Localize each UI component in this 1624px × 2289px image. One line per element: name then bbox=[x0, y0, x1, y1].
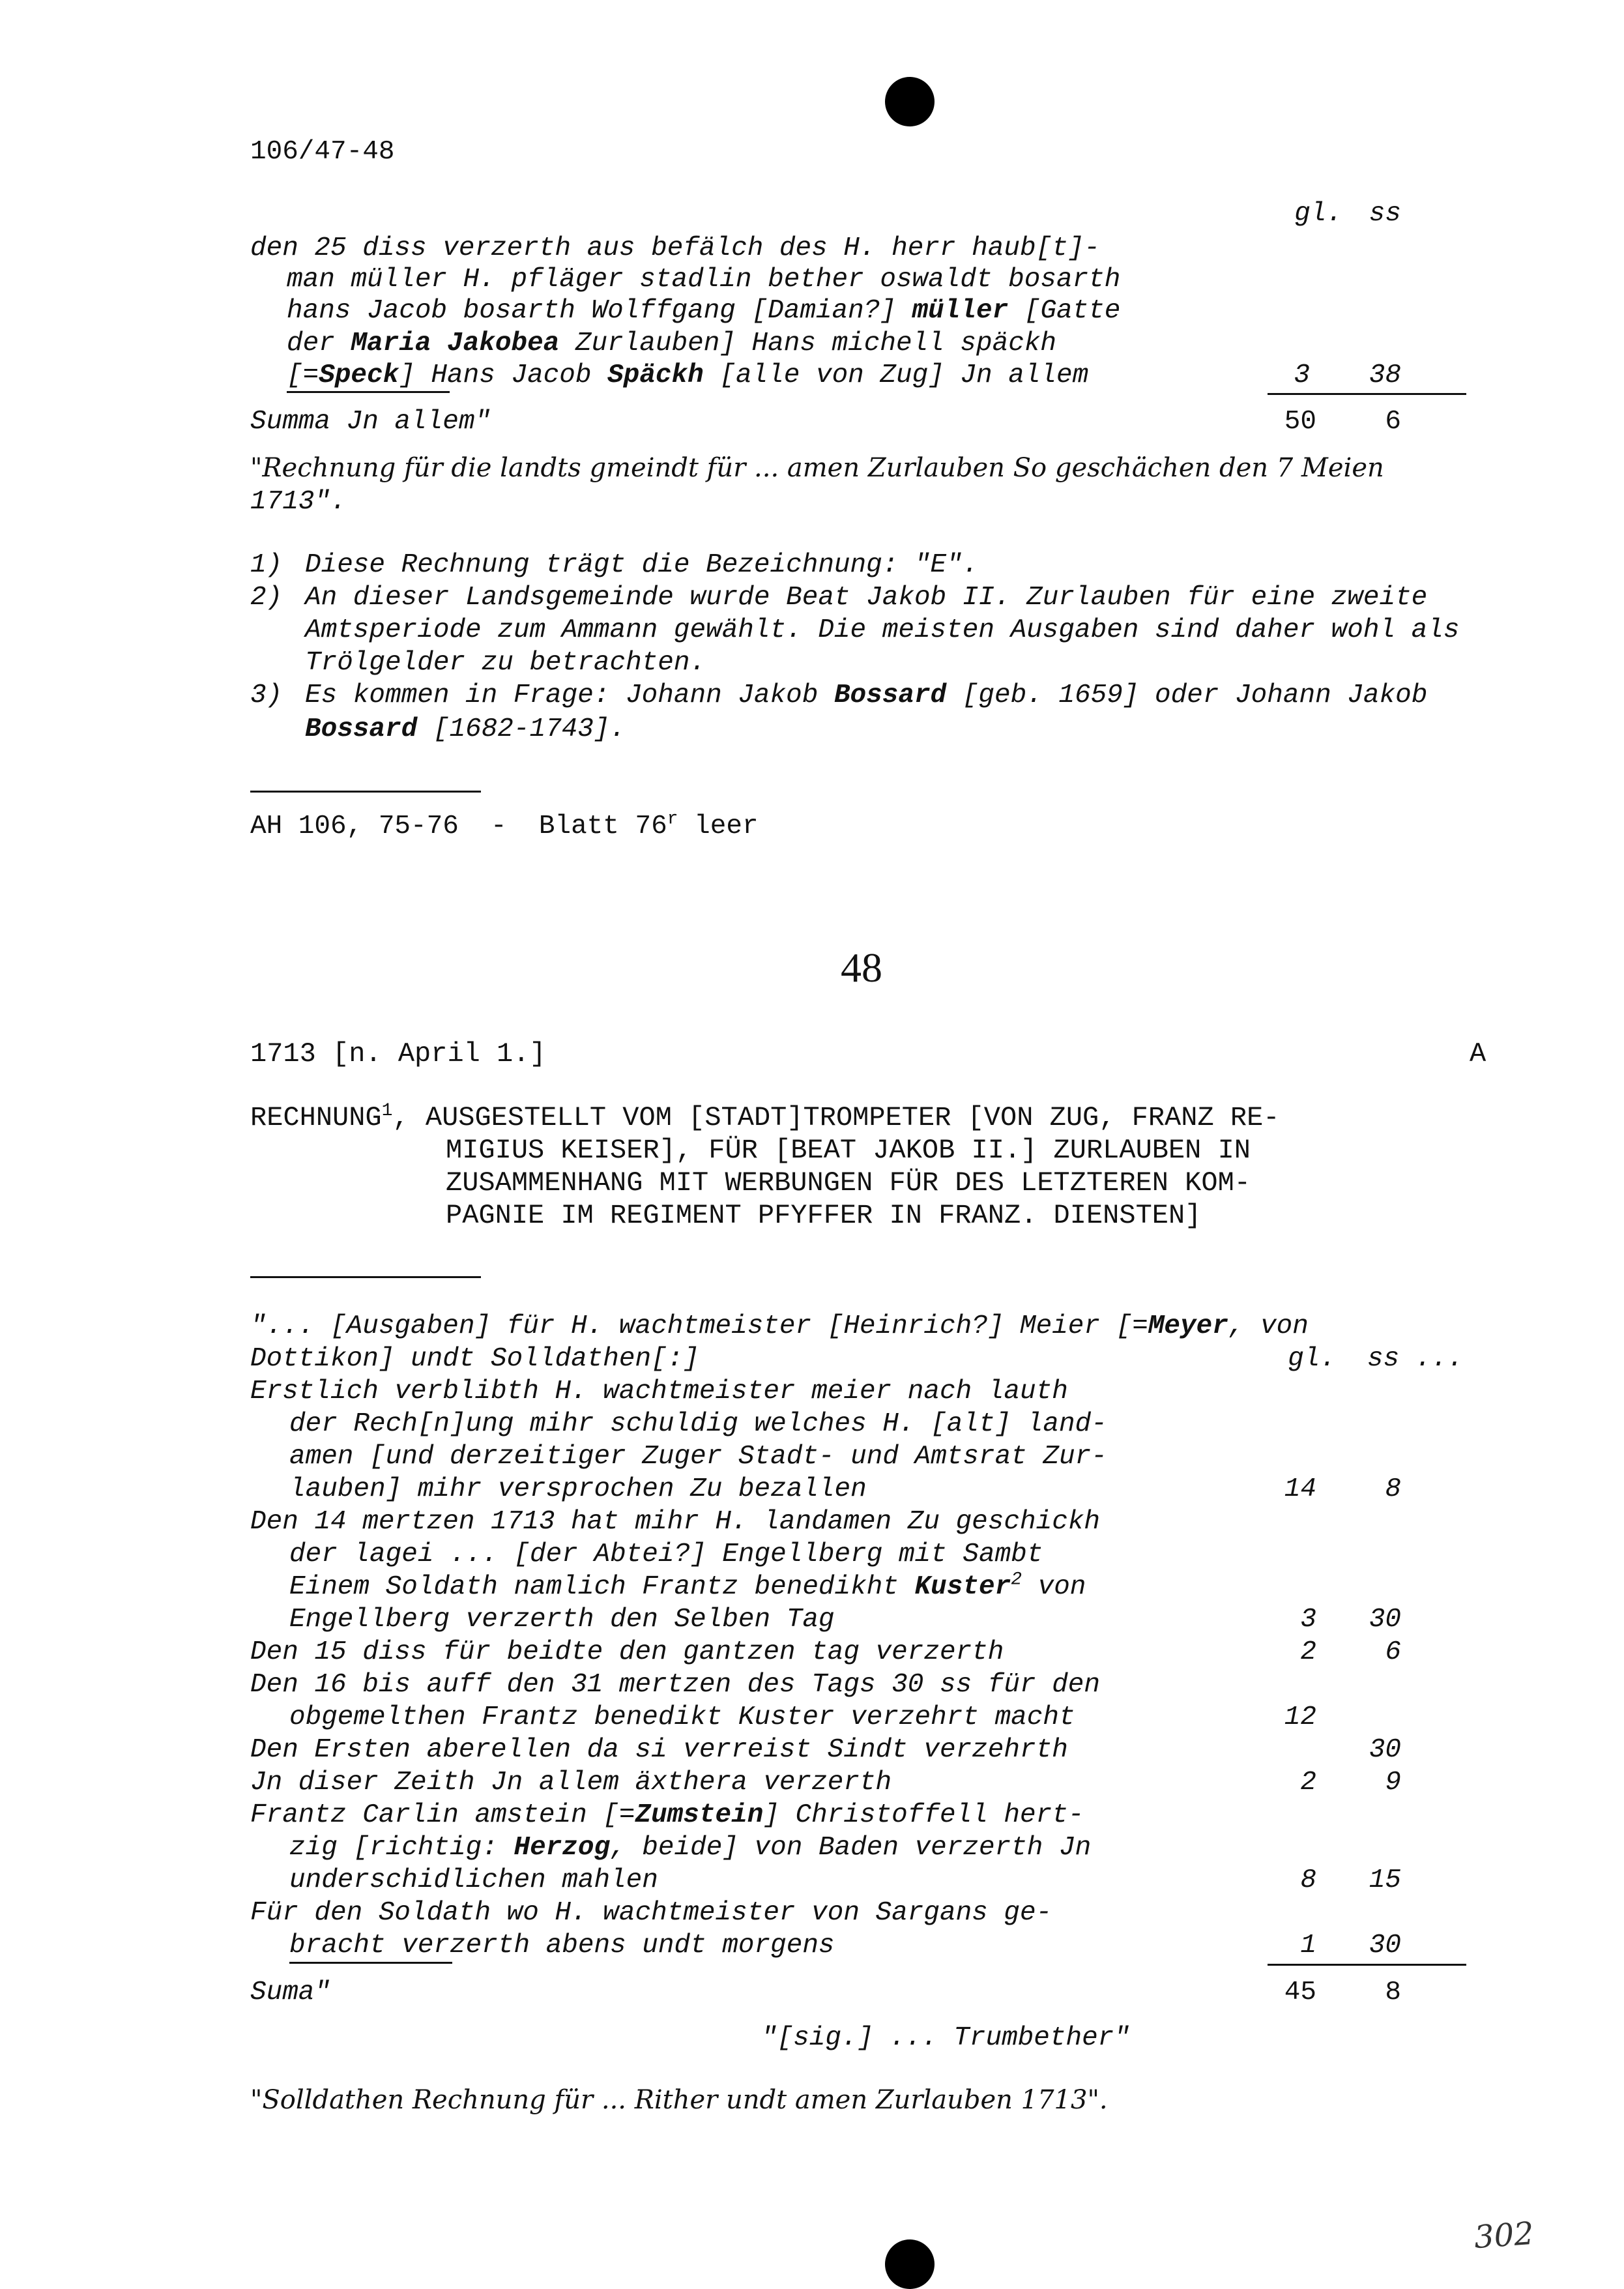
footnote-text: An dieser Landsgemeinde wurde Beat Jakob II. Zurlauben für eine zweite bbox=[305, 583, 1428, 613]
amount-ss: 30 bbox=[1369, 1931, 1401, 1961]
footnote-text: Trölgelder zu betrachten. bbox=[305, 648, 706, 678]
dorsal-note: "Solldathen Rechnung für ... Rither undt amen Zurlauben 1713". bbox=[250, 2085, 1108, 2115]
ledger-line: underschidlichen mahlen bbox=[289, 1865, 658, 1895]
amount-gl: 14 bbox=[1284, 1474, 1316, 1504]
sum-gl: 45 bbox=[1284, 1977, 1316, 2007]
punch-hole-bottom bbox=[885, 2239, 935, 2289]
amount-gl: 12 bbox=[1284, 1702, 1316, 1732]
amount-ss: 30 bbox=[1369, 1735, 1401, 1765]
sum-rule bbox=[1268, 1964, 1466, 1966]
sum-ss: 8 bbox=[1385, 1977, 1401, 2007]
dorsal-note-year: 1713". bbox=[250, 487, 347, 517]
ledger-line: Einem Soldath namlich Frantz benedikht Kuster$^2$ von bbox=[289, 1569, 1086, 1602]
ledger-line: Jn diser Zeith Jn allem äxthera verzerth bbox=[250, 1768, 892, 1798]
entry-line: [=Speck] Hans Jacob Späckh [alle von Zug] Jn allem bbox=[287, 360, 1089, 390]
ledger-line: Den 14 mertzen 1713 hat mihr H. landamen Zu geschickh bbox=[250, 1507, 1101, 1537]
ledger-line: bracht verzerth abens undt morgens bbox=[289, 1931, 835, 1961]
ledger-line: Für den Soldath wo H. wachtmeister von Sargans ge- bbox=[250, 1898, 1052, 1928]
entry-line: hans Jacob bosarth Wolffgang [Damian?] müller [Gatte bbox=[287, 296, 1121, 326]
entry-line: der Maria Jakobea Zurlauben] Hans michell späckh bbox=[287, 328, 1057, 358]
intro-line: "... [Ausgaben] für H. wachtmeister [Heinrich?] Meier [=Meyer, von bbox=[250, 1311, 1309, 1341]
heading-line: PAGNIE IM REGIMENT PFYFFER IN FRANZ. DIENSTEN] bbox=[446, 1200, 1202, 1231]
sum-gl: 50 bbox=[1284, 407, 1316, 437]
ledger-line: obgemelthen Frantz benedikt Kuster verzehrt macht bbox=[289, 1702, 1075, 1732]
ledger-line: Den 15 diss für beidte den gantzen tag verzerth bbox=[250, 1637, 1004, 1667]
amount-gl: 1 bbox=[1300, 1931, 1316, 1961]
amount-ss: 15 bbox=[1369, 1865, 1401, 1895]
footnote-text: Es kommen in Frage: Johann Jakob Bossard [geb. 1659] oder Johann Jakob bbox=[305, 680, 1428, 710]
handwritten-page-number: 302 bbox=[1473, 2215, 1535, 2256]
heading-line: RECHNUNG$^1$, AUSGESTELLT VOM [STADT]TROMPETER [VON ZUG, FRANZ RE- bbox=[250, 1101, 1280, 1133]
footnote-number: 2) bbox=[250, 583, 283, 613]
document-date: 1713 [n. April 1.] bbox=[250, 1038, 546, 1070]
entry-line: man müller H. pfläger stadlin bether oswaldt bosarth bbox=[287, 265, 1121, 295]
separator-rule bbox=[250, 1276, 481, 1278]
footnote-text: Bossard [1682-1743]. bbox=[305, 714, 626, 744]
ledger-line: zig [richtig: Herzog, beide] von Baden verzerth Jn bbox=[289, 1833, 1092, 1863]
footnote-text: Amtsperiode zum Ammann gewählt. Die meisten Ausgaben sind daher wohl als bbox=[305, 615, 1460, 645]
ledger-line: der Rech[n]ung mihr schuldig welches H. [alt] land- bbox=[289, 1409, 1107, 1439]
ledger-line: Den 16 bis auff den 31 mertzen des Tags 30 ss für den bbox=[250, 1670, 1101, 1700]
sum-label: Suma" bbox=[250, 1977, 331, 2007]
ledger-line: Den Ersten aberellen da si verreist Sindt verzehrth bbox=[250, 1735, 1068, 1765]
col-header-gl: gl. bbox=[1294, 199, 1342, 229]
amount-ss: 6 bbox=[1385, 1637, 1401, 1667]
ledger-line: Engellberg verzerth den Selben Tag bbox=[289, 1605, 835, 1635]
heading-line: ZUSAMMENHANG MIT WERBUNGEN FÜR DES LETZTEREN KOM- bbox=[446, 1167, 1251, 1199]
document-id: 106/47-48 bbox=[250, 137, 395, 167]
heading-line: MIGIUS KEISER], FÜR [BEAT JAKOB II.] ZURLAUBEN IN bbox=[446, 1135, 1251, 1166]
footnote-number: 1) bbox=[250, 550, 283, 580]
ledger-line: der lagei ... [der Abtei?] Engellberg mit Sambt bbox=[289, 1539, 1043, 1569]
footnote-number: 3) bbox=[250, 680, 283, 710]
amount-gl: 2 bbox=[1300, 1637, 1316, 1667]
punch-hole-top bbox=[885, 77, 935, 126]
amount-ss: 30 bbox=[1369, 1605, 1401, 1635]
ledger-line: amen [und derzeitiger Zuger Stadt- und Amtsrat Zur- bbox=[289, 1442, 1107, 1472]
ledger-line: lauben] mihr versprochen Zu bezallen bbox=[289, 1474, 867, 1504]
sum-label: Summa Jn allem" bbox=[250, 407, 491, 437]
sum-rule bbox=[1268, 393, 1466, 395]
underline bbox=[287, 391, 450, 393]
document-number: 48 bbox=[841, 944, 882, 991]
entry-amount-gl: 3 bbox=[1294, 360, 1310, 390]
entry-amount-ss: 38 bbox=[1369, 360, 1401, 390]
amount-gl: 3 bbox=[1300, 1605, 1316, 1635]
document-mark: A bbox=[1470, 1038, 1486, 1070]
col-header-ss: ss bbox=[1369, 199, 1401, 229]
amount-ss: 9 bbox=[1385, 1768, 1401, 1798]
amount-gl: 2 bbox=[1300, 1768, 1316, 1798]
separator-rule bbox=[250, 791, 481, 793]
underline bbox=[289, 1962, 452, 1964]
col-header-gl: gl. bbox=[1288, 1344, 1336, 1374]
footnote-text: Diese Rechnung trägt die Bezeichnung: "E". bbox=[305, 550, 979, 580]
amount-gl: 8 bbox=[1300, 1865, 1316, 1895]
col-header-ss: ss ... bbox=[1367, 1344, 1464, 1374]
source-reference: AH 106, 75-76 - Blatt 76$^r$ leer bbox=[250, 809, 759, 841]
intro-line: Dottikon] undt Solldathen[:] bbox=[250, 1344, 699, 1374]
ledger-line: Erstlich verblibth H. wachtmeister meier nach lauth bbox=[250, 1377, 1068, 1407]
ledger-line: Frantz Carlin amstein [=Zumstein] Christoffell hert- bbox=[250, 1800, 1084, 1830]
dorsal-note: "Rechnung für die landts gmeindt für ... amen Zurlauben So geschächen den 7 Meien bbox=[250, 453, 1384, 483]
entry-line: den 25 diss verzerth aus befälch des H. herr haub[t]- bbox=[250, 233, 1101, 263]
signature: "[sig.] ... Trumbether" bbox=[761, 2023, 1130, 2053]
amount-ss: 8 bbox=[1385, 1474, 1401, 1504]
sum-ss: 6 bbox=[1385, 407, 1401, 437]
